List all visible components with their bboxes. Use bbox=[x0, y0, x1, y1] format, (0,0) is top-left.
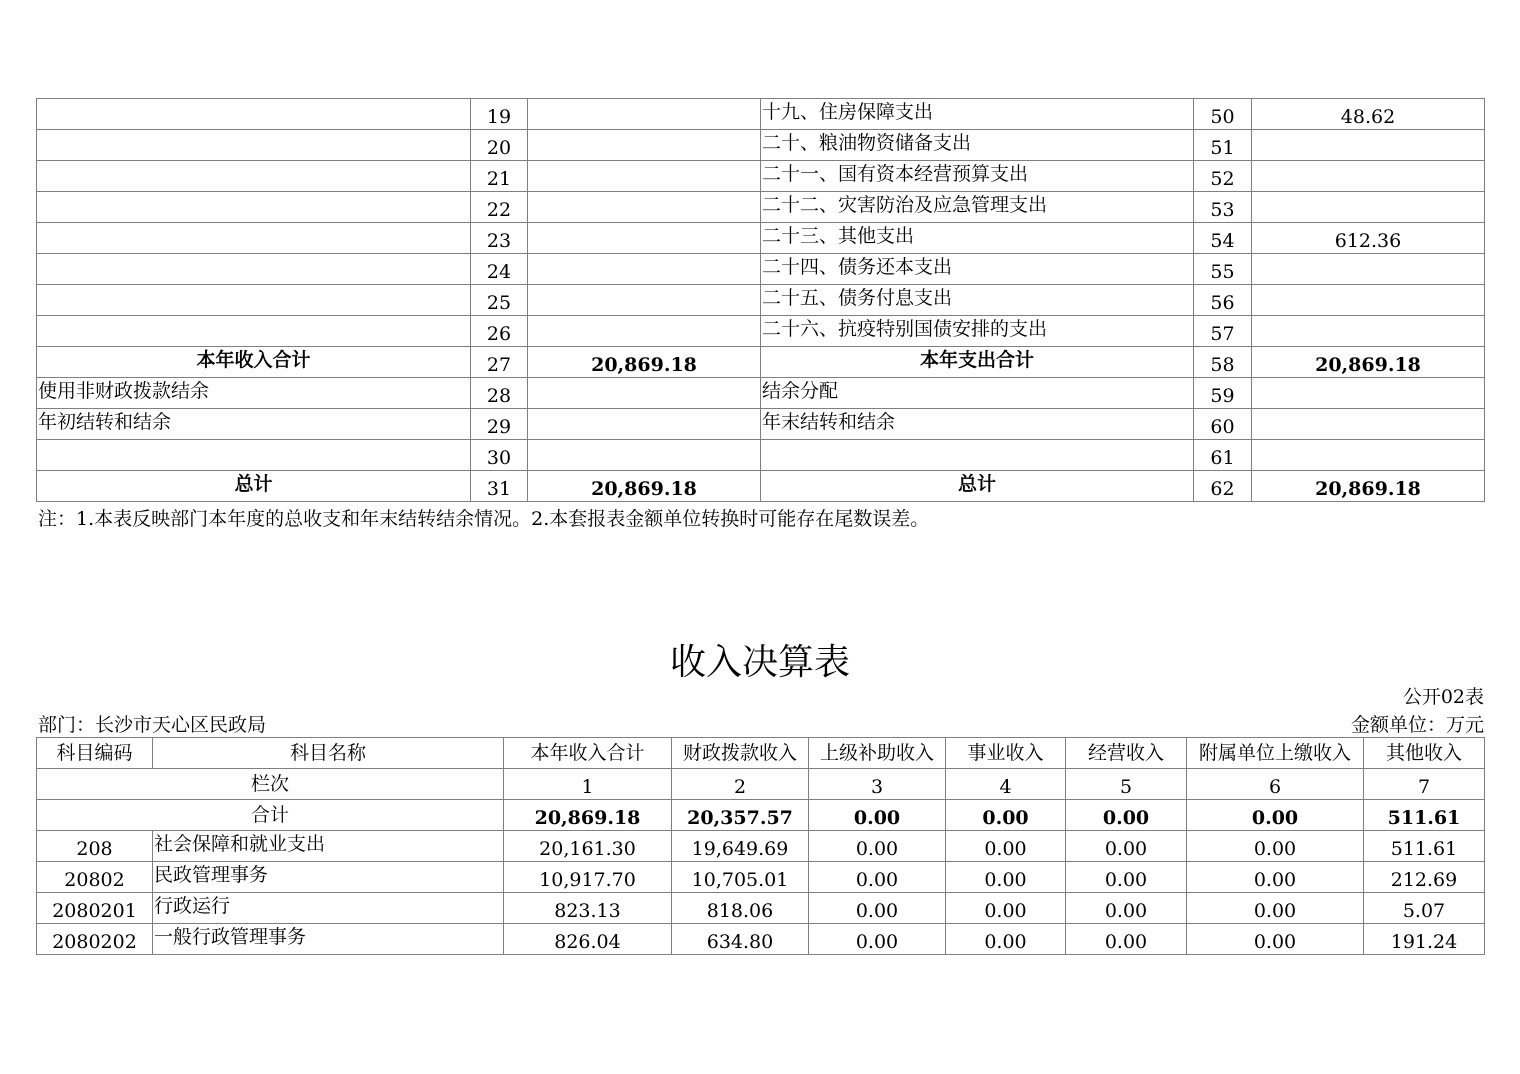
income-item-name bbox=[37, 223, 471, 254]
income-row-number: 20 bbox=[471, 130, 528, 161]
table-row bbox=[37, 223, 1485, 254]
column-number: 4 bbox=[946, 769, 1066, 800]
subject-name: 一般行政管理事务 bbox=[153, 924, 504, 955]
column-number: 1 bbox=[504, 769, 672, 800]
column-header: 经营收入 bbox=[1066, 738, 1187, 769]
expense-amount: 48.62 bbox=[1252, 99, 1485, 130]
expense-row-number: 50 bbox=[1194, 99, 1252, 130]
income-amount bbox=[528, 316, 761, 347]
amount-value: 19,649.69 bbox=[672, 831, 809, 862]
income-item-name bbox=[37, 254, 471, 285]
column-header: 其他收入 bbox=[1364, 738, 1485, 769]
amount-value: 0.00 bbox=[1187, 862, 1364, 893]
income-amount bbox=[528, 223, 761, 254]
amount-value: 20,161.30 bbox=[504, 831, 672, 862]
expense-item-name bbox=[761, 440, 1194, 471]
income-amount bbox=[528, 409, 761, 440]
amount-value: 212.69 bbox=[1364, 862, 1485, 893]
income-row-number: 21 bbox=[471, 161, 528, 192]
amount-value: 10,917.70 bbox=[504, 862, 672, 893]
income-amount bbox=[528, 161, 761, 192]
income-amount bbox=[528, 192, 761, 223]
amount-value: 0.00 bbox=[1066, 831, 1187, 862]
amount-value: 818.06 bbox=[672, 893, 809, 924]
table-row bbox=[37, 831, 1485, 862]
amount-value: 0.00 bbox=[809, 862, 946, 893]
subject-name: 民政管理事务 bbox=[153, 862, 504, 893]
income-item-name bbox=[37, 161, 471, 192]
income-row-number: 26 bbox=[471, 316, 528, 347]
expense-row-number: 54 bbox=[1194, 223, 1252, 254]
income-item-name bbox=[37, 285, 471, 316]
column-number: 7 bbox=[1364, 769, 1485, 800]
income-table-body bbox=[37, 738, 1485, 955]
expense-amount: 20,869.18 bbox=[1252, 347, 1485, 378]
column-header: 科目名称 bbox=[153, 738, 504, 769]
table-row bbox=[37, 471, 1485, 502]
subject-name: 行政运行 bbox=[153, 893, 504, 924]
summary-table-body bbox=[37, 99, 1485, 502]
table-note: 注：1.本表反映部门本年度的总收支和年末结转结余情况。2.本套报表金额单位转换时可能存在尾数误差。 bbox=[38, 508, 930, 530]
amount-value: 0.00 bbox=[1187, 831, 1364, 862]
total-value: 511.61 bbox=[1364, 800, 1485, 831]
expense-amount bbox=[1252, 440, 1485, 471]
income-expense-summary-table bbox=[36, 98, 1485, 502]
expense-row-number: 53 bbox=[1194, 192, 1252, 223]
amount-value: 511.61 bbox=[1364, 831, 1485, 862]
subject-code: 2080201 bbox=[37, 893, 153, 924]
income-amount bbox=[528, 440, 761, 471]
amount-value: 0.00 bbox=[946, 893, 1066, 924]
total-label: 合计 bbox=[37, 800, 504, 831]
expense-amount: 20,869.18 bbox=[1252, 471, 1485, 502]
income-amount: 20,869.18 bbox=[528, 471, 761, 502]
income-row-number: 25 bbox=[471, 285, 528, 316]
income-row-number: 30 bbox=[471, 440, 528, 471]
total-value: 0.00 bbox=[809, 800, 946, 831]
department-label: 部门：长沙市天心区民政局 bbox=[38, 714, 267, 736]
expense-item-name: 本年支出合计 bbox=[761, 347, 1194, 378]
page-title: 收入决算表 bbox=[669, 642, 850, 683]
income-amount: 20,869.18 bbox=[528, 347, 761, 378]
income-row-number: 22 bbox=[471, 192, 528, 223]
column-header: 财政拨款收入 bbox=[672, 738, 809, 769]
column-header: 事业收入 bbox=[946, 738, 1066, 769]
expense-amount bbox=[1252, 316, 1485, 347]
subject-code: 2080202 bbox=[37, 924, 153, 955]
income-amount bbox=[528, 254, 761, 285]
expense-item-name: 十九、住房保障支出 bbox=[761, 99, 1194, 130]
amount-value: 0.00 bbox=[809, 893, 946, 924]
amount-value: 0.00 bbox=[809, 924, 946, 955]
expense-amount bbox=[1252, 378, 1485, 409]
table-row bbox=[37, 99, 1485, 130]
column-number: 2 bbox=[672, 769, 809, 800]
table-row bbox=[37, 893, 1485, 924]
income-item-name bbox=[37, 440, 471, 471]
expense-item-name: 总计 bbox=[761, 471, 1194, 502]
table-row bbox=[37, 347, 1485, 378]
income-row-number: 23 bbox=[471, 223, 528, 254]
expense-row-number: 61 bbox=[1194, 440, 1252, 471]
subject-code: 20802 bbox=[37, 862, 153, 893]
table-row bbox=[37, 440, 1485, 471]
expense-item-name: 二十三、其他支出 bbox=[761, 223, 1194, 254]
expense-item-name: 结余分配 bbox=[761, 378, 1194, 409]
income-item-name bbox=[37, 192, 471, 223]
table-row bbox=[37, 130, 1485, 161]
amount-value: 826.04 bbox=[504, 924, 672, 955]
expense-row-number: 52 bbox=[1194, 161, 1252, 192]
column-header: 附属单位上缴收入 bbox=[1187, 738, 1364, 769]
total-value: 20,357.57 bbox=[672, 800, 809, 831]
total-value: 20,869.18 bbox=[504, 800, 672, 831]
amount-value: 5.07 bbox=[1364, 893, 1485, 924]
income-item-name: 使用非财政拨款结余 bbox=[37, 378, 471, 409]
expense-item-name: 二十四、债务还本支出 bbox=[761, 254, 1194, 285]
total-value: 0.00 bbox=[1187, 800, 1364, 831]
income-item-name: 总计 bbox=[37, 471, 471, 502]
expense-row-number: 62 bbox=[1194, 471, 1252, 502]
expense-row-number: 60 bbox=[1194, 409, 1252, 440]
expense-row-number: 59 bbox=[1194, 378, 1252, 409]
income-row-number: 19 bbox=[471, 99, 528, 130]
amount-value: 0.00 bbox=[1187, 893, 1364, 924]
expense-row-number: 55 bbox=[1194, 254, 1252, 285]
table-row bbox=[37, 285, 1485, 316]
amount-value: 191.24 bbox=[1364, 924, 1485, 955]
table-row bbox=[37, 862, 1485, 893]
income-amount bbox=[528, 378, 761, 409]
amount-value: 0.00 bbox=[1066, 924, 1187, 955]
expense-row-number: 51 bbox=[1194, 130, 1252, 161]
expense-row-number: 57 bbox=[1194, 316, 1252, 347]
income-amount bbox=[528, 99, 761, 130]
total-row bbox=[37, 800, 1485, 831]
subject-code: 208 bbox=[37, 831, 153, 862]
expense-item-name: 二十五、债务付息支出 bbox=[761, 285, 1194, 316]
expense-amount bbox=[1252, 254, 1485, 285]
income-item-name bbox=[37, 130, 471, 161]
amount-value: 634.80 bbox=[672, 924, 809, 955]
expense-amount bbox=[1252, 130, 1485, 161]
expense-row-number: 58 bbox=[1194, 347, 1252, 378]
expense-item-name: 二十六、抗疫特别国债安排的支出 bbox=[761, 316, 1194, 347]
income-amount bbox=[528, 130, 761, 161]
column-number-label: 栏次 bbox=[37, 769, 504, 800]
income-row-number: 31 bbox=[471, 471, 528, 502]
expense-amount: 612.36 bbox=[1252, 223, 1485, 254]
column-header: 本年收入合计 bbox=[504, 738, 672, 769]
expense-amount bbox=[1252, 192, 1485, 223]
income-item-name bbox=[37, 316, 471, 347]
amount-value: 0.00 bbox=[1066, 893, 1187, 924]
income-row-number: 27 bbox=[471, 347, 528, 378]
expense-item-name: 年末结转和结余 bbox=[761, 409, 1194, 440]
column-number: 3 bbox=[809, 769, 946, 800]
expense-row-number: 56 bbox=[1194, 285, 1252, 316]
amount-value: 0.00 bbox=[809, 831, 946, 862]
total-value: 0.00 bbox=[946, 800, 1066, 831]
table-row bbox=[37, 192, 1485, 223]
income-row-number: 24 bbox=[471, 254, 528, 285]
income-item-name: 本年收入合计 bbox=[37, 347, 471, 378]
table-row bbox=[37, 316, 1485, 347]
column-number: 6 bbox=[1187, 769, 1364, 800]
income-row-number: 29 bbox=[471, 409, 528, 440]
amount-value: 10,705.01 bbox=[672, 862, 809, 893]
amount-value: 0.00 bbox=[946, 862, 1066, 893]
income-row-number: 28 bbox=[471, 378, 528, 409]
expense-item-name: 二十、粮油物资储备支出 bbox=[761, 130, 1194, 161]
table-row bbox=[37, 254, 1485, 285]
expense-amount bbox=[1252, 161, 1485, 192]
column-header: 科目编码 bbox=[37, 738, 153, 769]
amount-unit-label: 金额单位：万元 bbox=[1350, 714, 1484, 736]
expense-amount bbox=[1252, 409, 1485, 440]
form-code: 公开02表 bbox=[1402, 686, 1484, 708]
table-row bbox=[37, 161, 1485, 192]
subject-name: 社会保障和就业支出 bbox=[153, 831, 504, 862]
expense-item-name: 二十一、国有资本经营预算支出 bbox=[761, 161, 1194, 192]
income-item-name bbox=[37, 99, 471, 130]
table-row bbox=[37, 409, 1485, 440]
table-row bbox=[37, 378, 1485, 409]
amount-value: 0.00 bbox=[946, 831, 1066, 862]
amount-value: 0.00 bbox=[1066, 862, 1187, 893]
expense-amount bbox=[1252, 285, 1485, 316]
amount-value: 823.13 bbox=[504, 893, 672, 924]
income-final-account-table bbox=[36, 737, 1485, 955]
income-amount bbox=[528, 285, 761, 316]
amount-value: 0.00 bbox=[1187, 924, 1364, 955]
column-number: 5 bbox=[1066, 769, 1187, 800]
column-header: 上级补助收入 bbox=[809, 738, 946, 769]
column-number-row bbox=[37, 769, 1485, 800]
header-row bbox=[37, 738, 1485, 769]
amount-value: 0.00 bbox=[946, 924, 1066, 955]
income-item-name: 年初结转和结余 bbox=[37, 409, 471, 440]
expense-item-name: 二十二、灾害防治及应急管理支出 bbox=[761, 192, 1194, 223]
total-value: 0.00 bbox=[1066, 800, 1187, 831]
table-row bbox=[37, 924, 1485, 955]
